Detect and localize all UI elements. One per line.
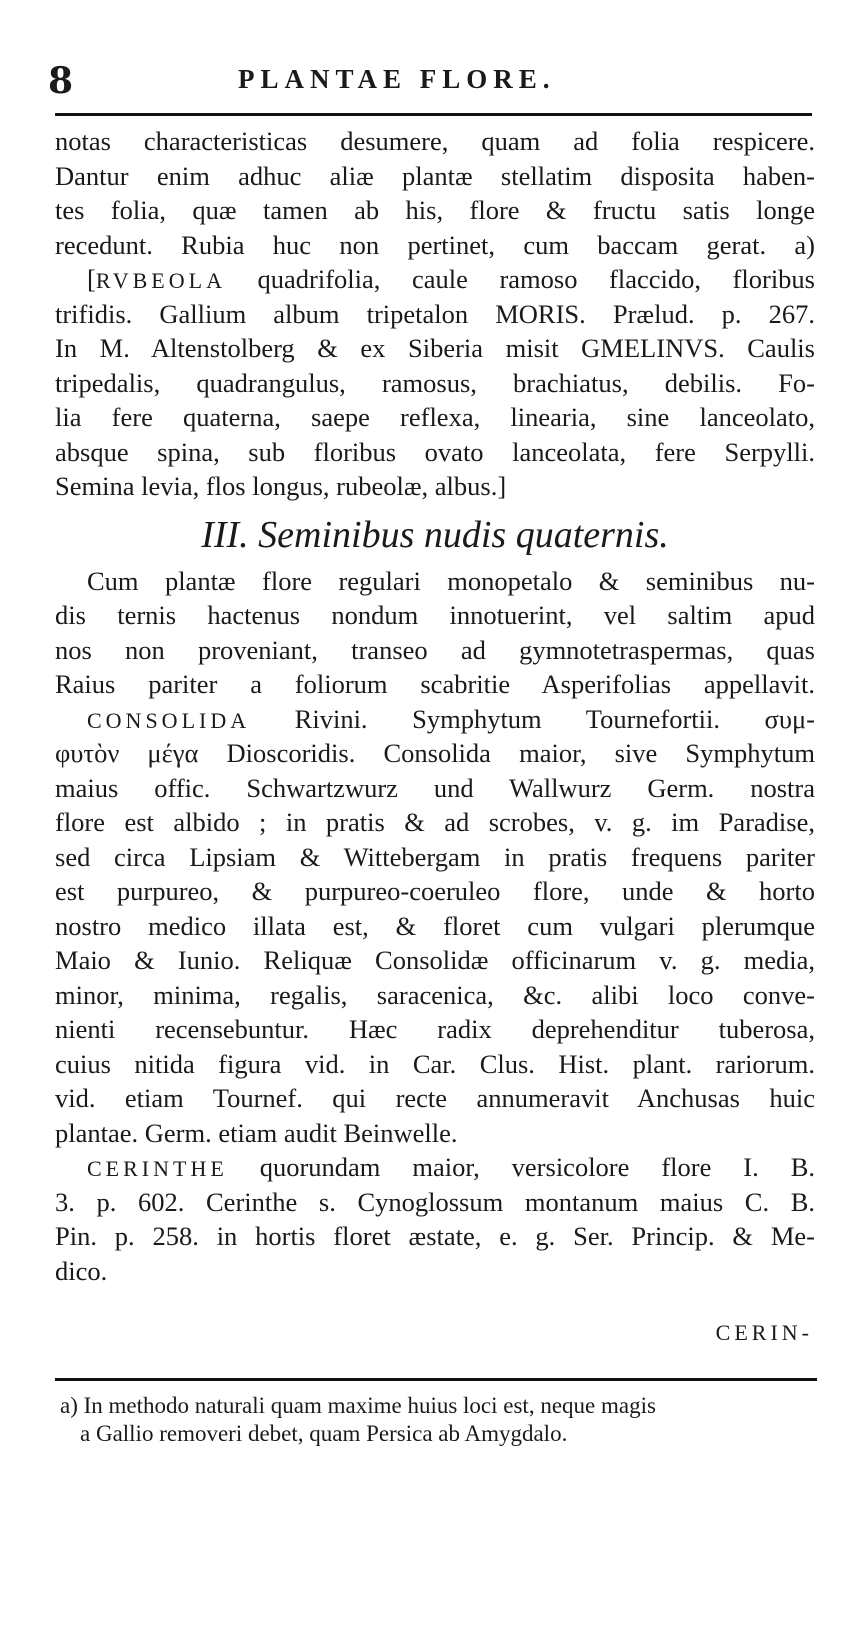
text-line: Pin. p. 258. in hortis floret æstate, e. g. Ser. Princip. & Me- <box>55 1221 815 1251</box>
text-line: cuius nitida figura vid. in Car. Clus. Hist. plant. rariorum. <box>55 1048 815 1079</box>
plant-name-rubeola: RVBEOLA <box>95 268 226 293</box>
text-line: [RVBEOLA quadrifolia, caule ramoso flaccido, floribus <box>87 264 815 294</box>
page-header <box>48 56 808 108</box>
catchword-row <box>55 1288 815 1345</box>
footnote-line: a) In methodo naturali quam maxime huius loci est, neque magis <box>60 1393 656 1418</box>
footnote-line: a Gallio removeri debet, quam Persica ab Amygdalo. <box>80 1421 568 1446</box>
running-head: PLANTAE FLORE. <box>238 64 556 94</box>
paragraph-gymnotetraspermae <box>55 564 815 702</box>
text-line: Raius pariter a foliorum scabritie Asperifolias appellavit. <box>55 669 815 699</box>
section-heading: III. Seminibus nudis quaternis. <box>201 513 669 556</box>
text-line: maius offic. Schwartzwurz und Wallwurz Germ. nostra <box>55 772 815 803</box>
text-line: tripedalis, quadrangulus, ramosus, brachiatus, debilis. Fo- <box>55 367 815 398</box>
text-line: lia fere quaterna, saepe reflexa, linearia, sine lanceolato, <box>55 402 815 432</box>
text-line: Dantur enim adhuc aliæ plantæ stellatim disposita haben- <box>55 160 815 191</box>
paragraph-cerinthe <box>55 1150 815 1288</box>
text-line: recedunt. Rubia huc non pertinet, cum baccam gerat. a) <box>55 229 815 260</box>
paragraph-rubeola <box>55 262 815 504</box>
text-line: minor, minima, regalis, saracenica, &c. alibi loco conve- <box>55 979 815 1010</box>
footnote-rule <box>55 1378 817 1381</box>
plant-name-cerinthe: CERINTHE <box>87 1156 228 1181</box>
text-line: 3. p. 602. Cerinthe s. Cynoglossum montanum maius C. B. <box>55 1186 815 1217</box>
text-fragment: quorundam maior, versicolore flore I. B. <box>227 1152 815 1182</box>
catchword: CERIN- <box>715 1320 813 1345</box>
text-line: φυτὸν μέγα Dioscoridis. Consolida maior, sive Symphytum <box>55 738 815 768</box>
text-line: absque spina, sub floribus ovato lanceolata, fere Serpylli. <box>55 436 815 467</box>
text-line: trifidis. Gallium album tripetalon MORIS. Prælud. p. 267. <box>55 298 815 329</box>
paragraph-consolida <box>55 702 815 1151</box>
text-line: Maio & Iunio. Reliquæ Consolidæ officinarum v. g. media, <box>55 945 815 975</box>
text-line: vid. etiam Tournef. qui recte annumeravit Anchusas huic <box>55 1083 815 1113</box>
text-line <box>55 1150 815 1185</box>
text-line: nos non proveniant, transeo ad gymnotetraspermas, quas <box>55 634 815 665</box>
text-line: flore est albido ; in pratis & ad scrobes, v. g. im Paradise, <box>55 807 815 837</box>
text-line: plantae. Germ. etiam audit Beinwelle. <box>55 1117 458 1148</box>
text-line: dico. <box>55 1255 108 1286</box>
text-line: sed circa Lipsiam & Wittebergam in pratis frequens pariter <box>55 841 815 872</box>
header-rule <box>55 113 812 116</box>
text-fragment: Rivini. Symphytum Tournefortii. συμ- <box>250 703 815 734</box>
text-line <box>55 702 815 737</box>
text-line: nostro medico illata est, & floret cum vulgari plerumque <box>55 910 815 941</box>
paragraph-intro <box>55 124 815 262</box>
text-line: notas characteristicas desumere, quam ad folia respicere. <box>55 126 815 156</box>
main-text <box>55 124 815 1345</box>
text-line: tes folia, quæ tamen ab his, flore & fructu satis longe <box>55 195 815 225</box>
footnote <box>60 1392 810 1448</box>
text-line: nienti recensebuntur. Hæc radix deprehenditur tuberosa, <box>55 1014 815 1044</box>
text-line: Semina levia, flos longus, rubeolæ, albus.] <box>55 471 507 501</box>
text-fragment: quadrifolia, caule ramoso flaccido, floribus <box>225 264 815 294</box>
plant-name-consolida: CONSOLIDA <box>87 707 251 733</box>
text-line: est purpureo, & purpureo-coeruleo flore, unde & horto <box>55 876 815 906</box>
text-line: Cum plantæ flore regulari monopetalo & seminibus nu- <box>87 565 815 596</box>
text-line: In M. Altenstolberg & ex Siberia misit GMELINVS. Caulis <box>55 333 815 363</box>
text-line: dis ternis hactenus nondum innotuerint, vel saltim apud <box>55 600 815 630</box>
page-number: 8 <box>48 60 74 102</box>
